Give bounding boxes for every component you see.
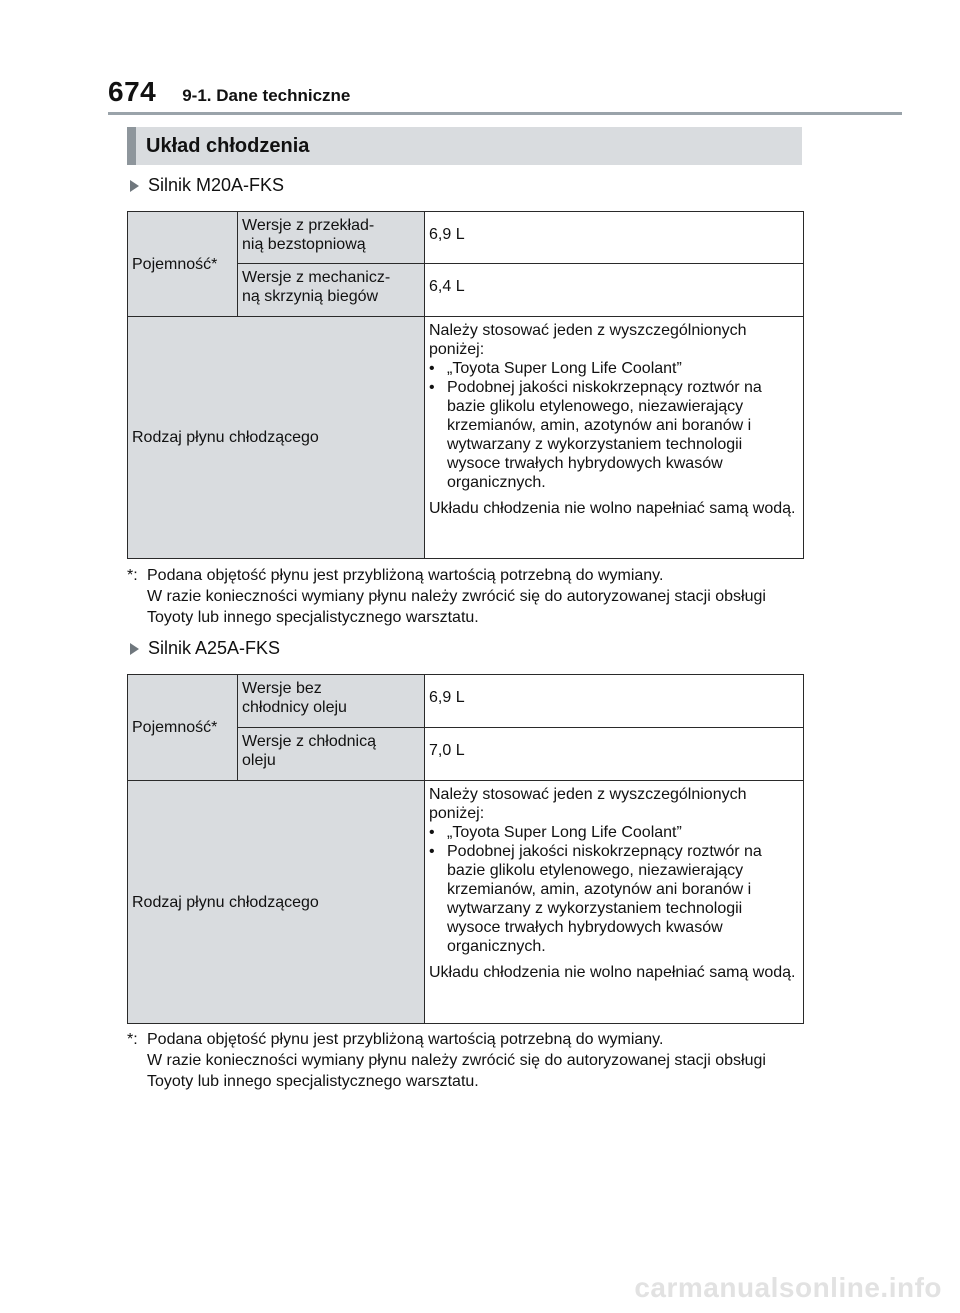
coolant-intro: Należy stosować jeden z wyszczególnionych poniżej: (429, 786, 747, 822)
capacity-label: Pojemność* (128, 675, 238, 781)
coolant-intro: Należy stosować jeden z wyszczególnionych poniżej: (429, 322, 747, 358)
table-row (128, 212, 804, 264)
list-item: • „Toyota Super Long Life Coolant” (429, 823, 798, 842)
variant-label: Wersje z mechanicz- ną skrzynią biegów (238, 264, 425, 317)
section-title: Układ chłodzenia (146, 134, 310, 157)
coolant-type-label: Rodzaj płynu chłodzącego (128, 317, 425, 559)
variant-label: Wersje z przekład- nią bezstopniową (238, 212, 425, 264)
table-row (128, 675, 804, 728)
list-item: • „Toyota Super Long Life Coolant” (429, 359, 798, 378)
table-row (128, 781, 804, 1024)
variant-value: 6,4 L (425, 264, 804, 317)
list-item: • Podobnej jakości niskokrzepnący roztwór na bazie glikolu etylenowego, niezawierający krzemianów, amin, azotynów ani boranów i wytwarzany z wykorzystaniem technologii wysoce trwałych hybrydowych kwasów organicznych. (429, 842, 798, 956)
footnote-line: Podana objętość płynu jest przybliżoną wartością potrzebną do wymiany. (147, 567, 664, 584)
footnote-a25a (127, 1029, 807, 1092)
variant-label: Wersje z chłodnicą oleju (238, 728, 425, 781)
coolant-description (425, 317, 804, 559)
arrow-right-icon (130, 180, 139, 192)
footnote-mark: *: (127, 1031, 138, 1048)
watermark: carmanualsonline.info (634, 1272, 942, 1303)
footnote-m20a (127, 565, 807, 628)
engine-name: Silnik M20A-FKS (148, 175, 285, 195)
footnote-line: Podana objętość płynu jest przybliżoną wartością potrzebną do wymiany. (147, 1031, 664, 1048)
engine-heading-a25a (130, 638, 280, 659)
capacity-label: Pojemność* (128, 212, 238, 317)
variant-value: 6,9 L (425, 675, 804, 728)
header-divider (108, 112, 902, 115)
footnote-mark: *: (127, 567, 138, 584)
coolant-type-label: Rodzaj płynu chłodzącego (128, 781, 425, 1024)
coolant-spec-table-a25a (127, 674, 804, 1024)
footnote-text: W razie konieczności wymiany płynu należy zwrócić się do autoryzowanej stacji obsługi Toyoty lub innego specjalistycznego warsztatu. (147, 1052, 766, 1090)
footnote-text: W razie konieczności wymiany płynu należy zwrócić się do autoryzowanej stacji obsługi Toyoty lub innego specjalistycznego warsztatu. (147, 588, 766, 626)
engine-heading-m20a (130, 175, 284, 196)
coolant-list (429, 823, 798, 956)
coolant-warning: Układu chłodzenia nie wolno napełniać samą wodą. (429, 500, 796, 517)
variant-value: 7,0 L (425, 728, 804, 781)
variant-label: Wersje bez chłodnicy oleju (238, 675, 425, 728)
variant-value: 6,9 L (425, 212, 804, 264)
page-number: 674 (108, 76, 157, 107)
engine-name: Silnik A25A-FKS (148, 638, 281, 658)
coolant-spec-table-m20a (127, 211, 804, 559)
section-heading (127, 127, 802, 165)
page-header (108, 76, 350, 108)
arrow-right-icon (130, 643, 139, 655)
table-row (128, 317, 804, 559)
coolant-list (429, 359, 798, 492)
coolant-warning: Układu chłodzenia nie wolno napełniać samą wodą. (429, 964, 796, 981)
list-item: • Podobnej jakości niskokrzepnący roztwór na bazie glikolu etylenowego, niezawierający krzemianów, amin, azotynów ani boranów i wytwarzany z wykorzystaniem technologii wysoce trwałych hybrydowych kwasów organicznych. (429, 378, 798, 492)
coolant-description (425, 781, 804, 1024)
chapter-title: 9-1. Dane techniczne (182, 86, 351, 105)
